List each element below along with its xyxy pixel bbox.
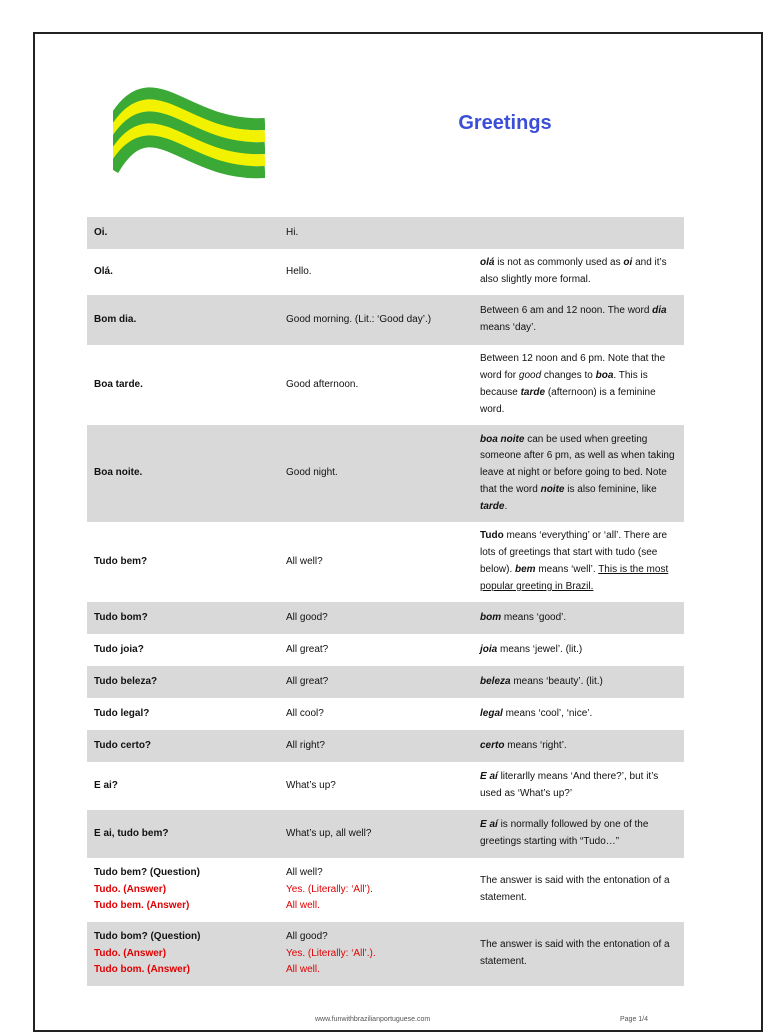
english-cell: Good afternoon. [286,378,359,390]
note-cell: certo means ‘right’. [480,739,567,751]
note-cell: The answer is said with the entonation of a statement. [480,939,670,967]
greetings-table [87,217,684,986]
note-cell: E aí literarlly means ‘And there?’, but it’s used as ‘What’s up?’ [480,771,659,799]
english-cell: What’s up? [286,779,336,791]
portuguese-cell: Tudo certo? [94,739,152,751]
english-cell: What’s up, all well? [286,827,372,839]
note-cell: boa noite can be used when greeting someone after 6 pm, as well as when taking leave at night or before going to bed. Note that the word noite is also feminine, like tarde. [480,433,675,512]
note-cell: E aí is normally followed by one of the greetings starting with “Tudo…” [480,819,649,847]
portuguese-cell: Tudo joia? [94,643,144,655]
english-cell: All well? [286,555,323,567]
brazil-wave-logo [113,84,265,199]
english-cell: All right? [286,739,325,751]
note-cell: joia means ‘jewel’. (lit.) [480,643,583,655]
table-row [87,762,684,810]
english-cell: Hello. [286,265,312,277]
english-cell: All great? [286,643,329,655]
table-row [87,810,684,858]
table-row [87,425,684,522]
english-cell: Hi. [286,226,299,238]
portuguese-cell: Tudo bom? (Question) Tudo. (Answer) Tudo bom. (Answer) [94,930,201,976]
note-cell: bom means ‘good’. [480,611,567,623]
table-row [87,345,684,425]
portuguese-cell: Bom dia. [94,313,137,325]
footer-page-number: Page 1/4 [620,1016,649,1023]
portuguese-cell: Tudo bem? [94,555,148,567]
note-cell: Tudo means ‘everything’ or ‘all’. There are lots of greetings that start with tudo (see below). bem means ‘well’. This is the most popular greeting in Brazil. [480,530,669,592]
portuguese-cell: E ai? [94,779,118,791]
english-cell: All well? Yes. (Literally: ‘All’). All well. [286,866,373,912]
page-title: Greetings [458,112,552,134]
table-row [87,634,684,666]
portuguese-cell: Tudo bom? [94,611,148,623]
note-cell: legal means ‘cool’, ‘nice’. [480,707,593,719]
table-row [87,922,684,986]
table-row [87,698,684,730]
english-cell: All good? [286,611,328,623]
table-row [87,858,684,922]
portuguese-cell: Boa noite. [94,467,143,479]
table-row [87,249,684,295]
table-row [87,666,684,698]
portuguese-cell: Oi. [94,226,108,238]
note-cell: Between 12 noon and 6 pm. Note that the word for good changes to boa. This is because tarde (afternoon) is a feminine word. [480,353,666,415]
table-row [87,295,684,345]
table-row [87,602,684,634]
english-cell: All good? Yes. (Literally: ‘All’.). All well. [286,930,376,976]
english-cell: Good night. [286,467,338,479]
note-cell: Between 6 am and 12 noon. The word dia means ‘day’. [480,305,667,333]
document-page [33,32,763,1032]
english-cell: Good morning. (Lit.: ‘Good day’.) [286,313,432,325]
table-row [87,522,684,602]
note-cell: beleza means ‘beauty’. (lit.) [480,675,603,687]
table-row [87,217,684,249]
portuguese-cell: Tudo bem? (Question) Tudo. (Answer) Tudo bem. (Answer) [94,866,200,912]
portuguese-cell: Boa tarde. [94,378,143,390]
english-cell: All great? [286,675,329,687]
portuguese-cell: Tudo beleza? [94,675,158,687]
portuguese-cell: E ai, tudo bem? [94,827,169,839]
portuguese-cell: Tudo legal? [94,707,150,719]
note-cell: olá is not as commonly used as oi and it’s also slightly more formal. [480,257,667,285]
table-row [87,730,684,762]
footer-url[interactable]: www.funwithbrazilianportuguese.com [315,1016,431,1023]
portuguese-cell: Olá. [94,265,113,277]
english-cell: All cool? [286,707,324,719]
note-cell: The answer is said with the entonation of a statement. [480,875,670,903]
